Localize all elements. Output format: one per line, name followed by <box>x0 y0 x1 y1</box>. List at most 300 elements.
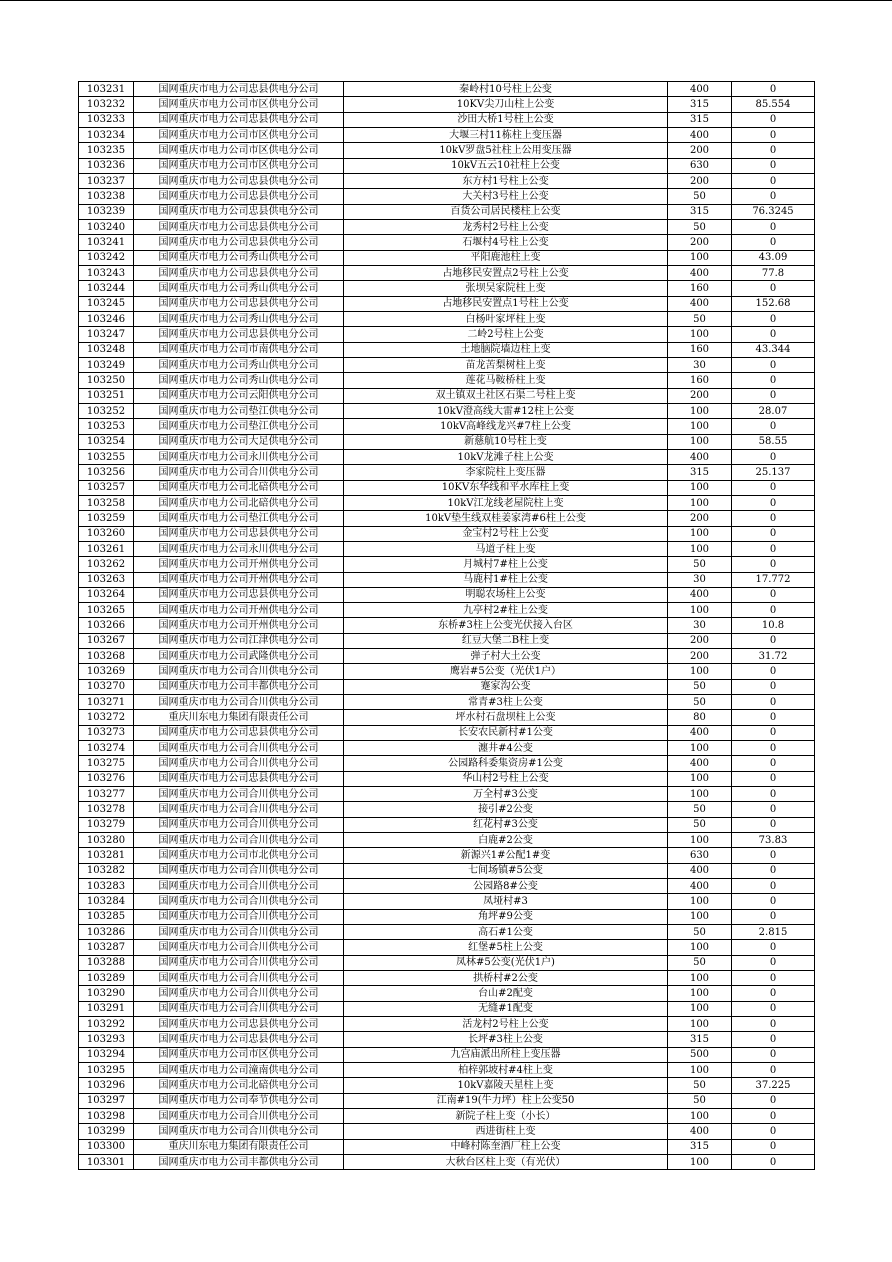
value-cell: 0 <box>732 679 815 694</box>
value-cell: 0 <box>732 1047 815 1062</box>
value-cell: 0 <box>732 1001 815 1016</box>
capacity-cell: 100 <box>668 603 732 618</box>
value-cell: 0 <box>732 127 815 142</box>
company-cell: 国网重庆市电力公司武隆供电分公司 <box>134 649 344 664</box>
table-row <box>79 449 815 464</box>
transformer-name-cell: 活龙村2号柱上公变 <box>344 1017 668 1032</box>
transformer-name-cell: 柏梓郭坡村#4柱上变 <box>344 1063 668 1078</box>
id-cell: 103297 <box>79 1093 134 1108</box>
capacity-cell: 200 <box>668 235 732 250</box>
company-cell: 国网重庆市电力公司大足供电分公司 <box>134 434 344 449</box>
table-row <box>79 633 815 648</box>
value-cell: 0 <box>732 235 815 250</box>
table-row <box>79 434 815 449</box>
company-cell: 国网重庆市电力公司忠县供电分公司 <box>134 526 344 541</box>
table-row <box>79 848 815 863</box>
transformer-name-cell: 平阳鹿池柱上变 <box>344 250 668 265</box>
company-cell: 国网重庆市电力公司忠县供电分公司 <box>134 1017 344 1032</box>
company-cell: 国网重庆市电力公司北碚供电分公司 <box>134 495 344 510</box>
company-cell: 国网重庆市电力公司忠县供电分公司 <box>134 82 344 97</box>
table-row <box>79 771 815 786</box>
id-cell: 103300 <box>79 1139 134 1154</box>
value-cell: 0 <box>732 664 815 679</box>
value-cell: 0 <box>732 189 815 204</box>
id-cell: 103249 <box>79 357 134 372</box>
company-cell: 国网重庆市电力公司合川供电分公司 <box>134 971 344 986</box>
transformer-name-cell: 百货公司居民楼柱上公变 <box>344 204 668 219</box>
company-cell: 国网重庆市电力公司合川供电分公司 <box>134 1108 344 1123</box>
company-cell: 国网重庆市电力公司秀山供电分公司 <box>134 311 344 326</box>
table-row <box>79 112 815 127</box>
value-cell: 0 <box>732 1124 815 1139</box>
capacity-cell: 160 <box>668 281 732 296</box>
capacity-cell: 100 <box>668 894 732 909</box>
table-row <box>79 250 815 265</box>
capacity-cell: 30 <box>668 357 732 372</box>
capacity-cell: 100 <box>668 971 732 986</box>
value-cell: 0 <box>732 894 815 909</box>
table-row <box>79 879 815 894</box>
table-row <box>79 403 815 418</box>
company-cell: 国网重庆市电力公司永川供电分公司 <box>134 541 344 556</box>
company-cell: 国网重庆市电力公司奉节供电分公司 <box>134 1093 344 1108</box>
table-row <box>79 618 815 633</box>
id-cell: 103239 <box>79 204 134 219</box>
capacity-cell: 500 <box>668 1047 732 1062</box>
table-row <box>79 388 815 403</box>
value-cell: 0 <box>732 725 815 740</box>
transformer-name-cell: 新源兴1#公配1#变 <box>344 848 668 863</box>
table-row <box>79 495 815 510</box>
capacity-cell: 630 <box>668 158 732 173</box>
capacity-cell: 100 <box>668 1017 732 1032</box>
transformer-name-cell: 凤垭村#3 <box>344 894 668 909</box>
id-cell: 103254 <box>79 434 134 449</box>
capacity-cell: 100 <box>668 526 732 541</box>
value-cell: 0 <box>732 1032 815 1047</box>
capacity-cell: 630 <box>668 848 732 863</box>
capacity-cell: 100 <box>668 327 732 342</box>
id-cell: 103270 <box>79 679 134 694</box>
capacity-cell: 200 <box>668 143 732 158</box>
value-cell: 0 <box>732 541 815 556</box>
transformer-name-cell: 公园路8#公变 <box>344 879 668 894</box>
transformer-name-cell: 华山村2号柱上公变 <box>344 771 668 786</box>
table-row <box>79 940 815 955</box>
value-cell: 0 <box>732 1139 815 1154</box>
company-cell: 国网重庆市电力公司合川供电分公司 <box>134 925 344 940</box>
id-cell: 103282 <box>79 863 134 878</box>
capacity-cell: 200 <box>668 633 732 648</box>
capacity-cell: 400 <box>668 1124 732 1139</box>
value-cell: 0 <box>732 986 815 1001</box>
capacity-cell: 50 <box>668 1078 732 1093</box>
capacity-cell: 315 <box>668 97 732 112</box>
value-cell: 0 <box>732 327 815 342</box>
capacity-cell: 30 <box>668 572 732 587</box>
table-row <box>79 1078 815 1093</box>
capacity-cell: 100 <box>668 833 732 848</box>
capacity-cell: 100 <box>668 787 732 802</box>
transformer-name-cell: 新院子柱上变（小长） <box>344 1108 668 1123</box>
table-row <box>79 756 815 771</box>
value-cell: 77.8 <box>732 265 815 280</box>
capacity-cell: 400 <box>668 725 732 740</box>
value-cell: 0 <box>732 480 815 495</box>
id-cell: 103296 <box>79 1078 134 1093</box>
table-row <box>79 465 815 480</box>
id-cell: 103235 <box>79 143 134 158</box>
id-cell: 103268 <box>79 649 134 664</box>
id-cell: 103260 <box>79 526 134 541</box>
transformer-name-cell: 李家院柱上变压器 <box>344 465 668 480</box>
company-cell: 国网重庆市电力公司垫江供电分公司 <box>134 511 344 526</box>
table-row <box>79 986 815 1001</box>
table-row <box>79 357 815 372</box>
transformer-name-cell: 角坪#9公变 <box>344 909 668 924</box>
transformer-name-cell: 瀍井#4公变 <box>344 741 668 756</box>
value-cell: 0 <box>732 419 815 434</box>
id-cell: 103293 <box>79 1032 134 1047</box>
transformer-name-cell: 龙秀村2号柱上公变 <box>344 219 668 234</box>
transformer-name-cell: 白鹿#2公变 <box>344 833 668 848</box>
table-row <box>79 511 815 526</box>
capacity-cell: 315 <box>668 1032 732 1047</box>
transformer-name-cell: 占地移民安置点1号柱上公变 <box>344 296 668 311</box>
company-cell: 国网重庆市电力公司合川供电分公司 <box>134 1001 344 1016</box>
value-cell: 10.8 <box>732 618 815 633</box>
capacity-cell: 50 <box>668 817 732 832</box>
value-cell: 17.772 <box>732 572 815 587</box>
value-cell: 0 <box>732 526 815 541</box>
company-cell: 国网重庆市电力公司忠县供电分公司 <box>134 296 344 311</box>
company-cell: 国网重庆市电力公司合川供电分公司 <box>134 863 344 878</box>
table-row <box>79 541 815 556</box>
company-cell: 国网重庆市电力公司合川供电分公司 <box>134 940 344 955</box>
table-row <box>79 373 815 388</box>
company-cell: 国网重庆市电力公司合川供电分公司 <box>134 465 344 480</box>
value-cell: 0 <box>732 173 815 188</box>
table-row <box>79 173 815 188</box>
value-cell: 0 <box>732 82 815 97</box>
page-top-border <box>0 0 892 1</box>
id-cell: 103269 <box>79 664 134 679</box>
value-cell: 0 <box>732 388 815 403</box>
id-cell: 103234 <box>79 127 134 142</box>
table-row <box>79 1154 815 1169</box>
table-row <box>79 1139 815 1154</box>
transformer-name-cell: 占地移民安置点2号柱上公变 <box>344 265 668 280</box>
table-row <box>79 1063 815 1078</box>
transformer-name-cell: 马道子柱上变 <box>344 541 668 556</box>
capacity-cell: 315 <box>668 204 732 219</box>
id-cell: 103252 <box>79 403 134 418</box>
table-row <box>79 97 815 112</box>
transformer-name-cell: 拱桥村#2公变 <box>344 971 668 986</box>
capacity-cell: 100 <box>668 741 732 756</box>
capacity-cell: 400 <box>668 879 732 894</box>
company-cell: 国网重庆市电力公司市区供电分公司 <box>134 97 344 112</box>
value-cell: 0 <box>732 1154 815 1169</box>
table-row <box>79 817 815 832</box>
capacity-cell: 315 <box>668 112 732 127</box>
value-cell: 37.225 <box>732 1078 815 1093</box>
table-row <box>79 127 815 142</box>
transformer-name-cell: 马鹿村1#柱上公变 <box>344 572 668 587</box>
value-cell: 85.554 <box>732 97 815 112</box>
value-cell: 0 <box>732 495 815 510</box>
table-row <box>79 526 815 541</box>
table-row <box>79 296 815 311</box>
transformer-name-cell: 二岭2号柱上公变 <box>344 327 668 342</box>
capacity-cell: 100 <box>668 1063 732 1078</box>
capacity-cell: 100 <box>668 250 732 265</box>
table-row <box>79 265 815 280</box>
table-row <box>79 725 815 740</box>
company-cell: 国网重庆市电力公司合川供电分公司 <box>134 741 344 756</box>
id-cell: 103266 <box>79 618 134 633</box>
id-cell: 103283 <box>79 879 134 894</box>
company-cell: 国网重庆市电力公司市区供电分公司 <box>134 1047 344 1062</box>
id-cell: 103259 <box>79 511 134 526</box>
value-cell: 0 <box>732 357 815 372</box>
capacity-cell: 400 <box>668 82 732 97</box>
capacity-cell: 50 <box>668 679 732 694</box>
capacity-cell: 50 <box>668 695 732 710</box>
capacity-cell: 50 <box>668 557 732 572</box>
capacity-cell: 200 <box>668 173 732 188</box>
company-cell: 国网重庆市电力公司开州供电分公司 <box>134 557 344 572</box>
id-cell: 103295 <box>79 1063 134 1078</box>
transformer-name-cell: 长安农民新村#1公变 <box>344 725 668 740</box>
id-cell: 103264 <box>79 587 134 602</box>
value-cell: 0 <box>732 112 815 127</box>
company-cell: 重庆川东电力集团有限责任公司 <box>134 710 344 725</box>
company-cell: 国网重庆市电力公司合川供电分公司 <box>134 1124 344 1139</box>
id-cell: 103251 <box>79 388 134 403</box>
table-row <box>79 1047 815 1062</box>
value-cell: 0 <box>732 158 815 173</box>
transformer-name-cell: 大秋台区柱上变（有光伏） <box>344 1154 668 1169</box>
value-cell: 0 <box>732 863 815 878</box>
table-row <box>79 189 815 204</box>
capacity-cell: 50 <box>668 955 732 970</box>
table-row <box>79 833 815 848</box>
transformer-name-cell: 莲花马鞍桥柱上变 <box>344 373 668 388</box>
value-cell: 76.3245 <box>732 204 815 219</box>
id-cell: 103256 <box>79 465 134 480</box>
company-cell: 国网重庆市电力公司忠县供电分公司 <box>134 204 344 219</box>
table-row <box>79 557 815 572</box>
table-row <box>79 143 815 158</box>
transformer-name-cell: 坪水村石盘坝柱上公变 <box>344 710 668 725</box>
transformer-name-cell: 苗龙苦梨树柱上变 <box>344 357 668 372</box>
id-cell: 103250 <box>79 373 134 388</box>
value-cell: 0 <box>732 955 815 970</box>
capacity-cell: 100 <box>668 419 732 434</box>
transformer-name-cell: 10KV东华线和平水库柱上变 <box>344 480 668 495</box>
capacity-cell: 80 <box>668 710 732 725</box>
table-row <box>79 204 815 219</box>
id-cell: 103243 <box>79 265 134 280</box>
capacity-cell: 400 <box>668 587 732 602</box>
capacity-cell: 100 <box>668 940 732 955</box>
table-row <box>79 327 815 342</box>
id-cell: 103287 <box>79 940 134 955</box>
transformer-name-cell: 10kV五云10社柱上公变 <box>344 158 668 173</box>
id-cell: 103245 <box>79 296 134 311</box>
value-cell: 0 <box>732 1063 815 1078</box>
company-cell: 国网重庆市电力公司忠县供电分公司 <box>134 1032 344 1047</box>
transformer-name-cell: 万全村#3公变 <box>344 787 668 802</box>
id-cell: 103231 <box>79 82 134 97</box>
transformer-name-cell: 10kV垫生线双桂姜家湾#6柱上公变 <box>344 511 668 526</box>
id-cell: 103280 <box>79 833 134 848</box>
transformer-name-cell: 10kV高峰线龙兴#7柱上公变 <box>344 419 668 434</box>
id-cell: 103237 <box>79 173 134 188</box>
company-cell: 国网重庆市电力公司云阳供电分公司 <box>134 388 344 403</box>
table-row <box>79 664 815 679</box>
id-cell: 103263 <box>79 572 134 587</box>
transformer-name-cell: 高石#1公变 <box>344 925 668 940</box>
company-cell: 国网重庆市电力公司忠县供电分公司 <box>134 725 344 740</box>
id-cell: 103272 <box>79 710 134 725</box>
transformer-name-cell: 10KV尖刀山柱上公变 <box>344 97 668 112</box>
value-cell: 0 <box>732 557 815 572</box>
id-cell: 103241 <box>79 235 134 250</box>
transformer-name-cell: 10kV罗盘5社柱上公用变压器 <box>344 143 668 158</box>
capacity-cell: 400 <box>668 863 732 878</box>
company-cell: 国网重庆市电力公司忠县供电分公司 <box>134 587 344 602</box>
capacity-cell: 400 <box>668 127 732 142</box>
company-cell: 国网重庆市电力公司市区供电分公司 <box>134 143 344 158</box>
id-cell: 103273 <box>79 725 134 740</box>
table-row <box>79 925 815 940</box>
value-cell: 0 <box>732 909 815 924</box>
transformer-name-cell: 江南#19(牛力坪）柱上公变50 <box>344 1093 668 1108</box>
capacity-cell: 50 <box>668 802 732 817</box>
id-cell: 103274 <box>79 741 134 756</box>
id-cell: 103258 <box>79 495 134 510</box>
transformer-name-cell: 凤林#5公变(光伏1户) <box>344 955 668 970</box>
transformer-name-cell: 10kV澄高线大雷#12柱上公变 <box>344 403 668 418</box>
capacity-cell: 100 <box>668 909 732 924</box>
transformer-name-cell: 蹇家沟公变 <box>344 679 668 694</box>
id-cell: 103289 <box>79 971 134 986</box>
capacity-cell: 100 <box>668 1001 732 1016</box>
table-row <box>79 603 815 618</box>
value-cell: 0 <box>732 587 815 602</box>
capacity-cell: 100 <box>668 1108 732 1123</box>
capacity-cell: 50 <box>668 925 732 940</box>
table-row <box>79 419 815 434</box>
company-cell: 国网重庆市电力公司潼南供电分公司 <box>134 1063 344 1078</box>
id-cell: 103279 <box>79 817 134 832</box>
company-cell: 国网重庆市电力公司丰都供电分公司 <box>134 1154 344 1169</box>
company-cell: 国网重庆市电力公司开州供电分公司 <box>134 572 344 587</box>
transformer-name-cell: 10kV嘉陵天星柱上变 <box>344 1078 668 1093</box>
company-cell: 国网重庆市电力公司合川供电分公司 <box>134 833 344 848</box>
company-cell: 国网重庆市电力公司垫江供电分公司 <box>134 419 344 434</box>
value-cell: 2.815 <box>732 925 815 940</box>
transformer-name-cell: 大关村3号柱上公变 <box>344 189 668 204</box>
value-cell: 152.68 <box>732 296 815 311</box>
value-cell: 28.07 <box>732 403 815 418</box>
transformer-name-cell: 东桥#3柱上公变光伏接入台区 <box>344 618 668 633</box>
id-cell: 103290 <box>79 986 134 1001</box>
transformer-name-cell: 大堰三村11栋柱上变压器 <box>344 127 668 142</box>
table-row <box>79 909 815 924</box>
transformer-name-cell: 长坪#3柱上公变 <box>344 1032 668 1047</box>
table-row <box>79 587 815 602</box>
id-cell: 103255 <box>79 449 134 464</box>
id-cell: 103267 <box>79 633 134 648</box>
company-cell: 国网重庆市电力公司江津供电分公司 <box>134 633 344 648</box>
capacity-cell: 50 <box>668 189 732 204</box>
id-cell: 103261 <box>79 541 134 556</box>
company-cell: 国网重庆市电力公司忠县供电分公司 <box>134 235 344 250</box>
transformer-name-cell: 接引#2公变 <box>344 802 668 817</box>
value-cell: 25.137 <box>732 465 815 480</box>
value-cell: 43.09 <box>732 250 815 265</box>
transformer-name-cell: 金宝村2号柱上公变 <box>344 526 668 541</box>
transformer-name-cell: 西进街柱上变 <box>344 1124 668 1139</box>
capacity-cell: 200 <box>668 649 732 664</box>
transformer-name-cell: 月城村7#柱上公变 <box>344 557 668 572</box>
value-cell: 0 <box>732 1093 815 1108</box>
value-cell: 0 <box>732 802 815 817</box>
value-cell: 0 <box>732 848 815 863</box>
transformer-name-cell: 白杨叶家坪柱上变 <box>344 311 668 326</box>
company-cell: 国网重庆市电力公司秀山供电分公司 <box>134 373 344 388</box>
transformer-name-cell: 石堰村4号柱上公变 <box>344 235 668 250</box>
company-cell: 国网重庆市电力公司永川供电分公司 <box>134 449 344 464</box>
capacity-cell: 200 <box>668 388 732 403</box>
id-cell: 103257 <box>79 480 134 495</box>
company-cell: 国网重庆市电力公司忠县供电分公司 <box>134 771 344 786</box>
value-cell: 43.344 <box>732 342 815 357</box>
transformer-name-cell: 七间场镇#5公变 <box>344 863 668 878</box>
capacity-cell: 100 <box>668 403 732 418</box>
id-cell: 103278 <box>79 802 134 817</box>
table-row <box>79 1108 815 1123</box>
id-cell: 103238 <box>79 189 134 204</box>
table-row <box>79 1017 815 1032</box>
capacity-cell: 400 <box>668 449 732 464</box>
company-cell: 国网重庆市电力公司忠县供电分公司 <box>134 112 344 127</box>
id-cell: 103285 <box>79 909 134 924</box>
table-row <box>79 894 815 909</box>
table-row <box>79 863 815 878</box>
transformer-name-cell: 弹子村大土公变 <box>344 649 668 664</box>
id-cell: 103291 <box>79 1001 134 1016</box>
company-cell: 国网重庆市电力公司秀山供电分公司 <box>134 357 344 372</box>
id-cell: 103240 <box>79 219 134 234</box>
id-cell: 103292 <box>79 1017 134 1032</box>
value-cell: 0 <box>732 1108 815 1123</box>
table-row <box>79 649 815 664</box>
capacity-cell: 400 <box>668 756 732 771</box>
table-row <box>79 572 815 587</box>
transformer-name-cell: 无缝#1配变 <box>344 1001 668 1016</box>
id-cell: 103265 <box>79 603 134 618</box>
transformer-name-cell: 红花村#3公变 <box>344 817 668 832</box>
value-cell: 0 <box>732 219 815 234</box>
capacity-cell: 315 <box>668 465 732 480</box>
company-cell: 国网重庆市电力公司开州供电分公司 <box>134 603 344 618</box>
table-row <box>79 281 815 296</box>
capacity-cell: 100 <box>668 664 732 679</box>
